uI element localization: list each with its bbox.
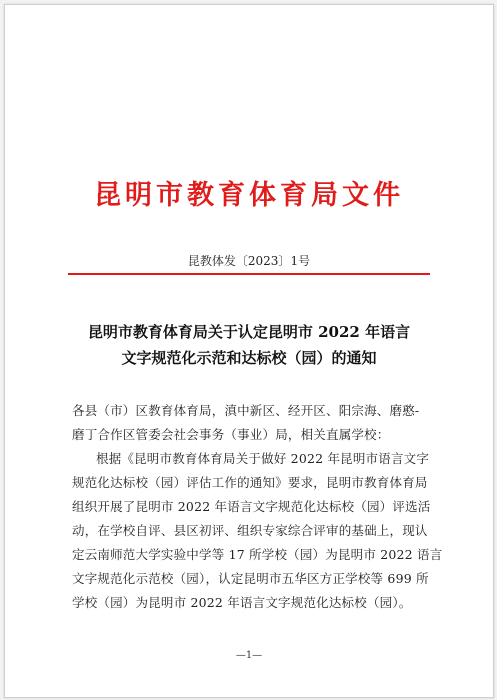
body-paragraph-line: 文字规范化示范校（园），认定昆明市五华区方正学校等 699 所 bbox=[72, 571, 429, 586]
salutation-line-1: 各县（市）区教育体育局，滇中新区、经开区、阳宗海、磨憨- bbox=[72, 403, 420, 418]
document-page bbox=[4, 4, 494, 698]
body-paragraph-line: 动，在学校自评、县区初评、组织专家综合评审的基础上，现认 bbox=[72, 523, 428, 538]
body-paragraph-line: 定云南师范大学实验中学等 17 所学校（园）为昆明市 2022 语言 bbox=[72, 547, 443, 562]
notice-title-line-1: 昆明市教育体育局关于认定昆明市 2022 年语言 bbox=[87, 323, 411, 341]
body-paragraph-line: 根据《昆明市教育体育局关于做好 2022 年昆明市语言文字 bbox=[96, 451, 430, 466]
notice-title-line-2: 文字规范化示范和达标校（园）的通知 bbox=[121, 349, 377, 367]
body-paragraph-line: 组织开展了昆明市 2022 年语言文字规范化达标校（园）评选活 bbox=[72, 499, 431, 514]
document-number: 昆教体发〔2023〕1号 bbox=[187, 254, 311, 268]
body-paragraph-line: 学校（园）为昆明市 2022 年语言文字规范化达标校（园）。 bbox=[72, 595, 412, 610]
page-number: —1— bbox=[235, 650, 263, 661]
salutation-line-2: 磨丁合作区管委会社会事务（事业）局，相关直属学校： bbox=[72, 427, 390, 442]
body-paragraph-line: 规范化达标校（园）评估工作的通知》要求，昆明市教育体育局 bbox=[72, 475, 428, 490]
document-header-title: 昆明市教育体育局文件 bbox=[94, 180, 404, 211]
red-divider-line bbox=[68, 273, 430, 275]
